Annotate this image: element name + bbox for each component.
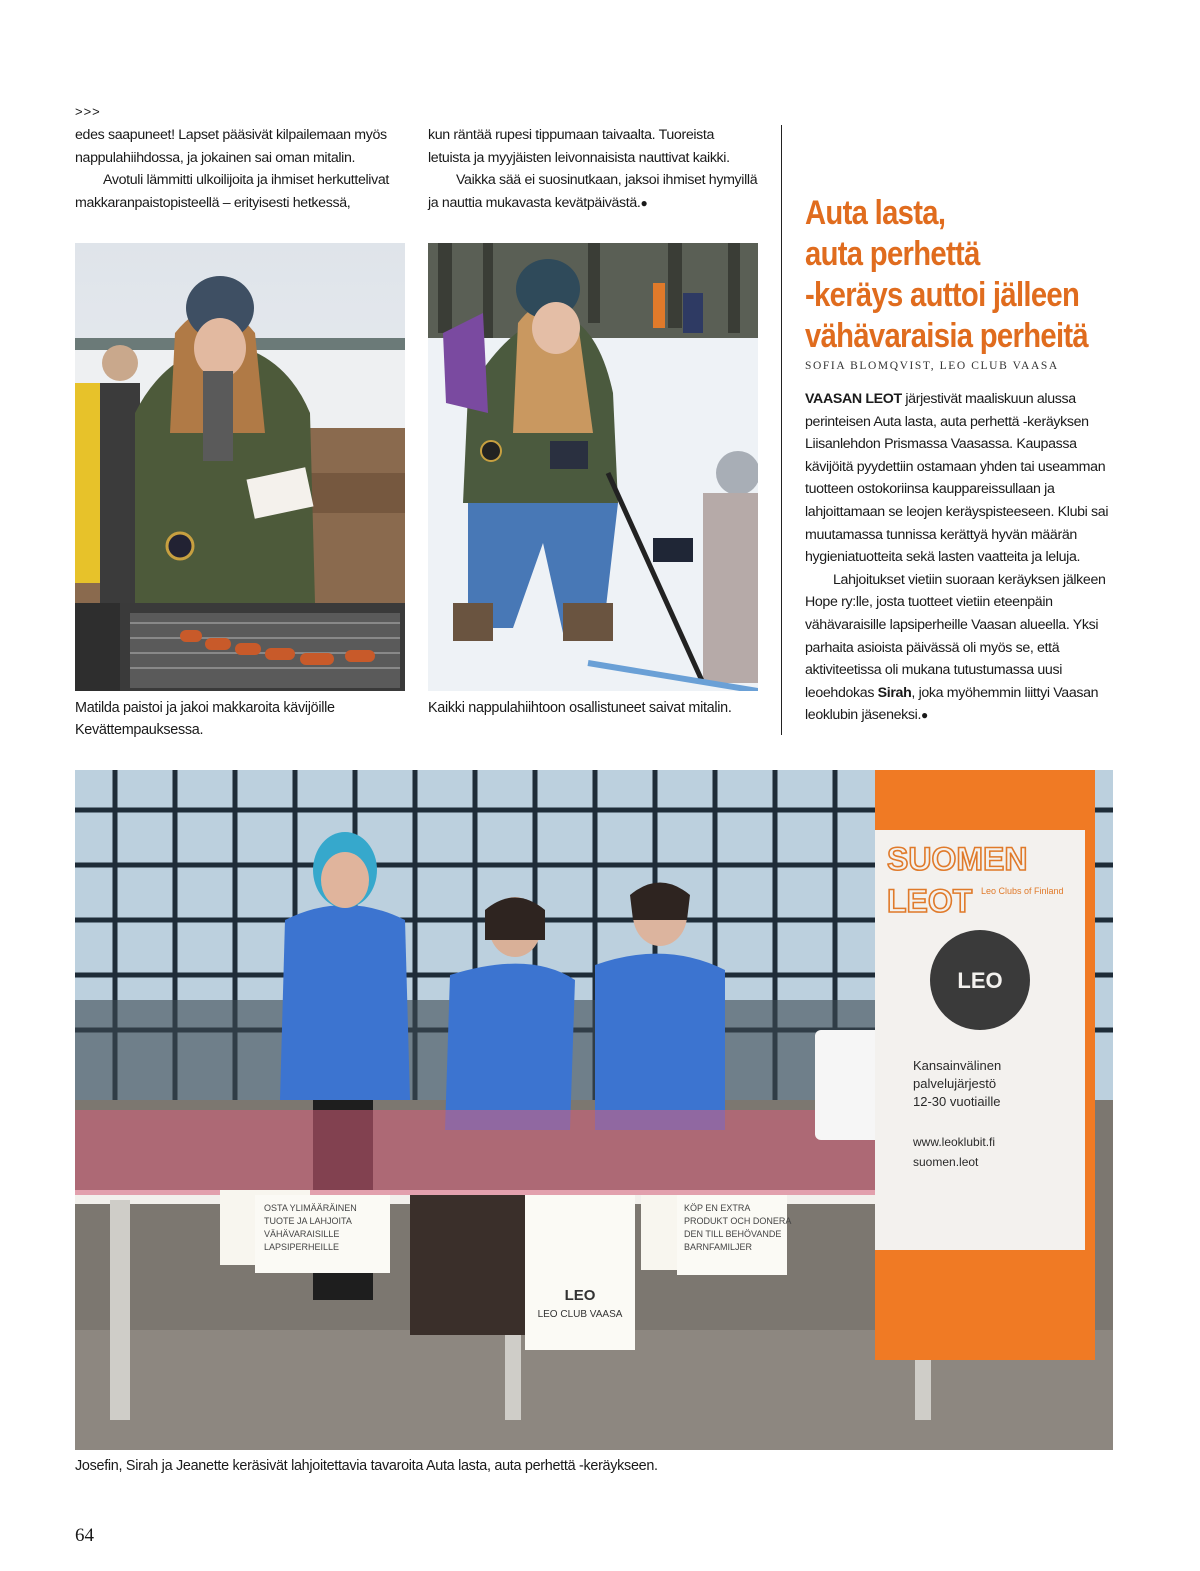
booth-photo-caption: Josefin, Sirah ja Jeanette keräsivät lahjoitettavia tavaroita Auta lasta, auta perhettä -keräykseen. — [75, 1458, 658, 1474]
banner-title-2: LEOT — [887, 883, 973, 919]
banner-text-3: 12-30 vuotiaille — [913, 1094, 1001, 1109]
headline-line-4: vähävaraisia perheitä — [805, 317, 1089, 355]
article-lead: VAASAN LEOT — [805, 391, 902, 407]
banner-social: suomen.leot — [913, 1155, 979, 1169]
sign-logo-text: LEO — [564, 1287, 596, 1304]
banner-title-1: SUOMEN — [887, 841, 1028, 877]
left-paragraph-2: Avotuli lämmitti ulkoilijoita ja ihmiset herkuttelivat makkaranpaistopisteellä – erityisesti hetkessä, — [75, 172, 389, 211]
booth-photo — [75, 770, 1113, 1450]
banner-logo: LEO — [957, 968, 1003, 993]
article-paragraph-2: Lahjoitukset vietiin suoraan keräyksen jälkeen Hope ry:lle, josta tuotteet vietiin eteenpäin vähävaraisille lapsiperheille Vaasan alueella. Yksi parhaita asioista päivässä oli myös se, että aktiviteetissa oli mukana tutustumassa uusi leoehdokas Sirah, joka myöhemmin liittyi Vaasan leoklubin jäseneksi.● — [805, 571, 1106, 724]
end-mark: ● — [921, 708, 928, 723]
grill-photo-caption: Matilda paistoi ja jakoi makkaroita kävijöille Kevättempauksessa. — [75, 700, 335, 738]
booth-photo-illustration — [75, 770, 1113, 1450]
middle-paragraph-2: Vaikka sää ei suosinutkaan, jaksoi ihmiset hymyillä ja nauttia mukavasta kevätpäivästä.● — [428, 172, 758, 211]
new-member-name: Sirah — [877, 684, 912, 701]
banner-text-1: Kansainvälinen — [913, 1058, 1002, 1073]
sign-club-text: LEO CLUB VAASA — [537, 1309, 623, 1320]
banner-sub: Leo Clubs of Finland — [981, 886, 1064, 896]
sign-finnish-1: OSTA YLIMÄÄRÄINEN TUOTE JA LAHJOITA VÄHÄVARAISILLE LAPSIPERHEILLE — [264, 1203, 357, 1252]
article-body — [805, 388, 1112, 727]
headline-line-2: auta perhettä — [805, 235, 980, 273]
grill-photo — [75, 243, 405, 691]
headline-line-1: Auta lasta, — [805, 194, 946, 232]
article-byline: SOFIA BLOMQVIST, LEO CLUB VAASA — [805, 360, 1059, 372]
continuation-marker: >>> — [75, 104, 101, 119]
end-mark: ● — [640, 195, 648, 210]
ski-photo — [428, 243, 758, 691]
banner-web: www.leoklubit.fi — [913, 1135, 996, 1149]
sign-swedish-1: KÖP EN EXTRA PRODUKT OCH DONERA DEN TILL BEHÖVANDE BARNFAMILJER — [684, 1203, 791, 1252]
middle-column-text — [428, 124, 758, 214]
article-paragraph-1: VAASAN LEOT järjestivät maaliskuun alussa perinteisen Auta lasta, auta perhettä -keräyksen Liisanlehdon Prismassa Vaasassa. Kaupassa kävijöitä pyydettiin ostamaan yhden tai useamman tuotteen ostokoriinsa kauppareissullaan ja lahjoittamaan se leojen keräyspisteeseen. Klubi sai muutamassa tunnissa kerättyä hyvän määrän hygieniatuotteita sekä lasten vaatteita ja leluja. — [805, 391, 1109, 566]
ski-photo-illustration — [428, 243, 758, 691]
article-headline — [805, 193, 1097, 357]
headline-line-3: -keräys auttoi jälleen — [805, 276, 1080, 314]
grill-photo-illustration — [75, 243, 405, 691]
middle-paragraph-1: kun räntää rupesi tippumaan taivaalta. Tuoreista letuista ja myyjäisten leivonnaisista nauttivat kaikki. — [428, 127, 730, 166]
left-paragraph-1: edes saapuneet! Lapset pääsivät kilpailemaan myös nappulahiihdossa, ja jokainen sai oman mitalin. — [75, 127, 387, 166]
banner-text-2: palvelujärjestö — [913, 1076, 997, 1091]
column-rule — [781, 125, 782, 735]
ski-photo-caption: Kaikki nappulahiihtoon osallistuneet saivat mitalin. — [428, 700, 732, 716]
left-column-text — [75, 124, 405, 214]
page-number: 64 — [75, 1525, 94, 1546]
